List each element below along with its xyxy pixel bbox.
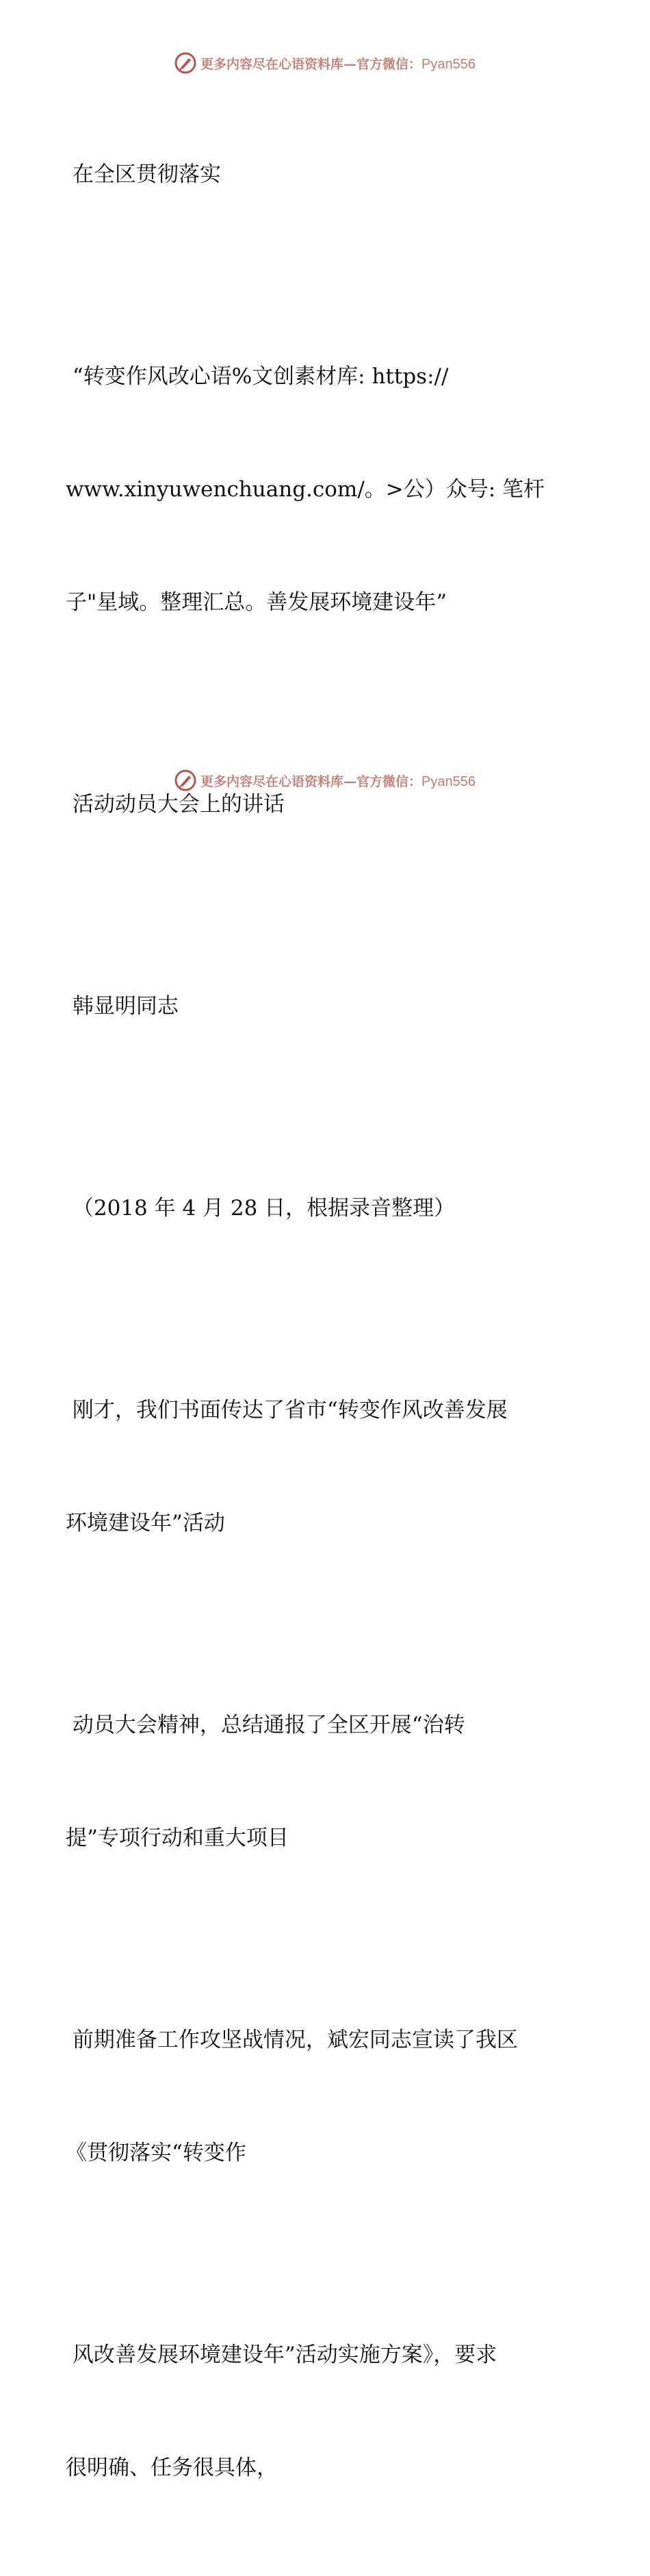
paragraph-line: （2018 年 4 月 28 日，根据录音整理） (66, 1196, 456, 1221)
paragraph-6 (66, 1316, 579, 1618)
paragraph-7 (66, 1631, 579, 1933)
paragraph-2 (66, 283, 579, 697)
paragraph-line: 前期准备工作攻坚战情况，斌宏同志宣读了我区 (66, 2028, 518, 2052)
paragraph-line: 子"星域。整理汇总。善发展环境建设年” (66, 590, 447, 615)
footer-banner-brand: Pyan556 (421, 774, 476, 789)
paragraph-line: 《贯彻落实“转变作 (66, 2141, 246, 2165)
paragraph-5 (66, 1114, 579, 1303)
quill-logo-icon (174, 769, 196, 791)
paragraph-line: “转变作风改心语%文创素材库: https:// (66, 364, 449, 389)
paragraph-4 (66, 913, 579, 1101)
paragraph-line: 提”专项行动和重大项目 (66, 1826, 289, 1850)
paragraph-line: 刚才，我们书面传达了省市“转变作风改善发展 (66, 1398, 508, 1423)
footer-banner (0, 767, 650, 794)
header-banner-text: 更多内容尽在心语资料库—官方微信：Pyan556 (200, 56, 476, 72)
quill-logo-icon (174, 52, 196, 74)
header-banner (0, 49, 650, 77)
paragraph-1 (66, 81, 579, 269)
paragraph-line: 很明确、任务很具体， (66, 2456, 278, 2480)
paragraph-line: 在全区贯彻落实 (66, 162, 221, 187)
paragraph-9 (66, 2261, 579, 2562)
paragraph-line: 动员大会精神，总结通报了全区开展“治转 (66, 1713, 465, 1737)
paragraph-line: 风改善发展环境建设年”活动实施方案》，要求 (66, 2343, 497, 2367)
footer-banner-text: 更多内容尽在心语资料库—官方微信：Pyan556 (200, 774, 476, 789)
paragraph-line: www.xinyuwenchuang.com/。>公）众号: 笔杆 (66, 477, 545, 502)
paragraph-line: 环境建设年”活动 (66, 1511, 225, 1535)
paragraph-line: 韩显明同志 (66, 994, 179, 1019)
header-banner-brand: Pyan556 (421, 56, 476, 72)
paragraph-3 (66, 711, 579, 899)
paragraph-line: 活动动员大会上的讲话 (66, 792, 285, 817)
paragraph-8 (66, 1946, 579, 2247)
document-body (66, 81, 579, 2576)
